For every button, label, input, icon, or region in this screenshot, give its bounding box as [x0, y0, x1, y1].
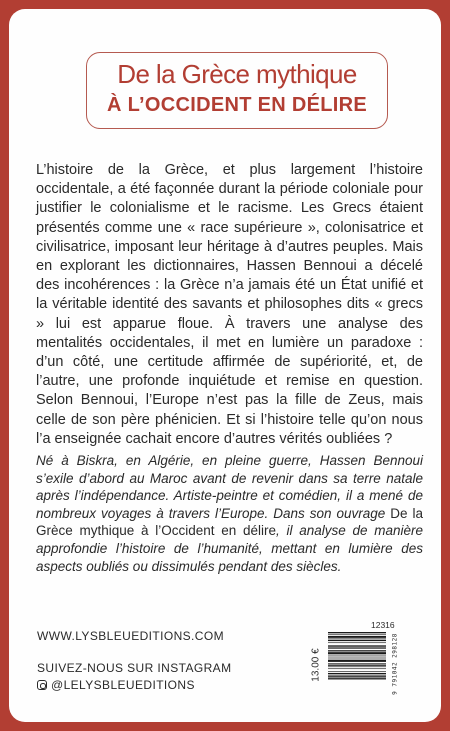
barcode-stripe	[328, 671, 386, 672]
instagram-row[interactable]	[37, 678, 195, 692]
barcode-stripe	[328, 652, 386, 654]
product-code: 12316	[371, 620, 395, 630]
barcode-stripe	[328, 645, 386, 646]
instagram-handle[interactable]: @LELYSBLEUEDITIONS	[51, 678, 195, 692]
isbn-text: 9 791042 298128	[391, 633, 399, 695]
title-line-2: À L’OCCIDENT EN DÉLIRE	[107, 94, 367, 116]
barcode-stripe	[328, 636, 386, 638]
barcode-stripe	[328, 655, 386, 656]
barcode-stripe	[328, 678, 386, 679]
barcode-icon	[328, 632, 386, 696]
barcode-stripe	[328, 675, 386, 676]
follow-label: SUIVEZ-NOUS SUR INSTAGRAM	[37, 661, 232, 675]
barcode-stripe	[328, 663, 386, 664]
book-summary: L’histoire de la Grèce, et plus largement l’histoire occidentale, a été façonnée durant la période coloniale pour justifier le colonialisme et le racisme. Les Grecs étaient présentés comme une « race supérieure », colonisatrice et civilisatrice, imposant leur héritage à d’autres peuples. Mais en explorant les dictionnaires, Hassen Bennoui a décelé des incohérences : la Grèce n’a jamais été un État unifié et la véritable identité des savants et philosophes dits « grecs » lui est apparue floue. À travers une analyse des mentalités occidentales, il met en lumière un paradoxe : d’un côté, une certitude affirmée de supériorité, et, de l’autre, une profonde inquiétude et remise en question. Selon Bennoui, l’Europe n’est pas la fille de Zeus, mais celle de son père phénicien. Et si l’histoire telle qu’on nous l’a enseignée cachait encore d’autres vérités oubliées ?	[36, 162, 423, 447]
barcode-stripe	[328, 648, 386, 649]
barcode-stripe	[328, 668, 386, 669]
title-frame	[86, 52, 388, 129]
bio-text-2: , il analyse de manière approfondie l’histoire de l’humanité, mettant en lumière des aspects oubliés ou dissimulés pendant des siècles.	[36, 523, 423, 574]
barcode-stripe	[328, 646, 386, 647]
barcode-stripe	[328, 634, 386, 635]
barcode-stripe	[328, 676, 386, 677]
barcode-stripe	[328, 657, 386, 658]
barcode-stripe	[328, 650, 386, 651]
barcode-stripe	[328, 665, 386, 666]
bio-book-title: De la Grèce mythique à l’Occident en délire	[36, 505, 424, 539]
barcode-stripe	[328, 640, 386, 641]
instagram-icon	[37, 680, 47, 690]
author-bio	[36, 452, 423, 575]
website-link[interactable]: WWW.LYSBLEUEDITIONS.COM	[37, 629, 224, 643]
price-label	[309, 640, 323, 690]
barcode-stripe	[328, 639, 386, 640]
barcode-stripe	[328, 659, 386, 660]
price-text: 13.00 €	[310, 648, 322, 682]
title-line-1: De la Grèce mythique	[117, 59, 357, 89]
barcode-stripe	[328, 642, 386, 643]
barcode-stripe	[328, 632, 386, 633]
back-cover	[9, 9, 441, 722]
bio-text-1: Né à Biskra, en Algérie, en pleine guerre, Hassen Bennoui s’exile d’abord au Maroc avant de revenir dans sa terre natale après l’indépendance. Artiste-peintre et comédien, il a mené de nombreux voyages à travers l’Europe. Dans son ouvrage	[36, 453, 423, 521]
barcode-stripe	[328, 673, 386, 674]
isbn-label	[389, 632, 401, 696]
barcode-stripe	[328, 666, 386, 667]
barcode-stripe	[328, 660, 386, 662]
